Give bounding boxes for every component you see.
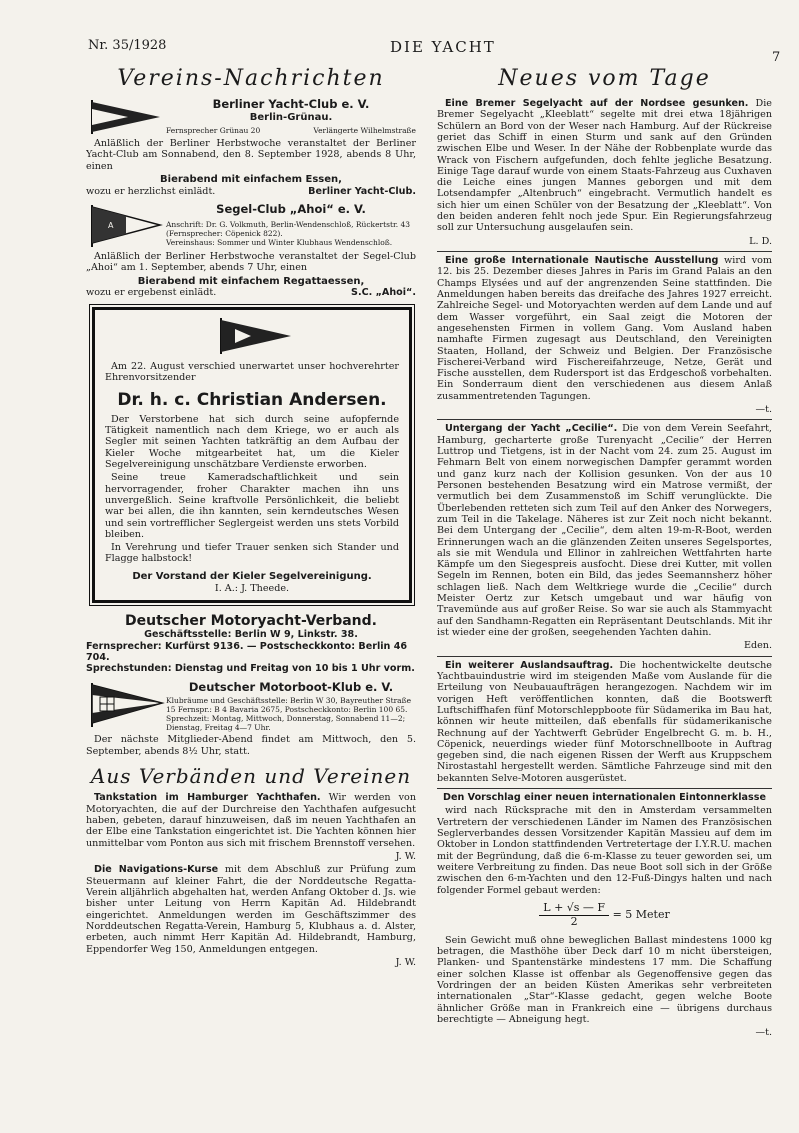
svg-text:A: A (108, 221, 114, 230)
pennant-icon (86, 203, 166, 249)
club-signature: Berliner Yacht-Club. (308, 185, 416, 197)
flag-icon (86, 681, 166, 729)
club-entry-ahoi (86, 203, 416, 249)
article-text: Die von dem Verein Seefahrt, Hamburg, gecharterte große Turenyacht „Cecilie“ der Herren Luttrop und Tietgens, ist in der Nacht vom 24. zum 25. August im Fehmarn Belt von einem norwegischen Dampfer gerammt worden und ganz kurz nach der Kollision gesunken. Von der aus 10 Personen bestehenden Besatzung wird ein Matrose vermißt, der vermutlich bei dem Zusammenstoß im Schiff verunglückte. Die Überlebenden retteten sich zum Teil auf den Anker des Norwegers, zum Teil in die Takelage. Näheres ist zur Zeit noch nicht bekannt. Bei dem Untergang der „Cecilie“, dem alten 19-m-R-Boot, werden Erinnerungen wach an die glänzenden Zeiten unseres Segelsportes, als sie mit Wendula und Ellinor in zahlreichen Wettfahrten harte Kämpfe um den Siegespreis ausfocht. Diese drei Kutter, mit vollen Segeln im Rennen, boten ein Bild, das jedes Seemannsherz höher schlagen ließ. Nach dem Weltkriege wurde die „Cecilie“ durch Meister Oertz zur Ketsch umgebaut und war häufig von Travemünde aus auf großer Reise. So war sie auch als Stammyacht auf den Sandhamn-Regatten ein Repräsentant Deutschlands. Mit ihr ist wieder eine der großen, seegehenden Yachten dahin. (437, 423, 772, 639)
formula-denominator: 2 (570, 914, 578, 928)
club-phone: Fernsprecher Grünau 20 (166, 126, 261, 136)
event-name: Bierabend mit einfachem Essen, (160, 173, 342, 185)
dmv-office: Geschäftsstelle: Berlin W 9, Linkstr. 38. (144, 629, 358, 641)
article-heading: Tankstation im Hamburger Yachthafen. (94, 792, 321, 804)
page-number: 7 (772, 50, 781, 65)
obituary-paragraph: Der Verstorbene hat sich durch seine aufopfernde Tätigkeit namentlich nach dem Kriege, wo er auch als Segler mit seinen Yachten tatkräftig an dem Aufbau der Kieler Woche mitgearbeitet hat, um die Kieler Segelvereinigung unschätzbare Verdienste erworben. (105, 413, 399, 470)
formula-numerator: L + √s — F (539, 902, 609, 916)
article-signature: —t. (755, 404, 772, 416)
obituary-intro: Am 22. August verschied unerwartet unser hochverehrter Ehrenvorsitzender (105, 361, 399, 384)
obituary-paragraph: Seine treue Kameradschaftlichkeit und sein hervorragender, froher Charakter machen ihn uns unvergeßlich. Seine kraftvolle Persönlichkeit, die beliebt war bei allen, die ihn kannten, sein kerndeutsches Wesen und sein vortrefflicher Seglergeist werden uns stets Vorbild bleiben. (105, 472, 399, 540)
dmv-hours: Sprechstunden: Dienstag und Freitag von 10 bis 1 Uhr vorm. (86, 663, 415, 675)
club-name: Berliner Yacht-Club e. V. (212, 96, 370, 111)
deceased-name: Dr. h. c. Christian Andersen. (117, 389, 387, 410)
formula (437, 902, 772, 929)
article (437, 255, 772, 415)
dmv-title: Deutscher Motoryacht-Verband. (125, 612, 377, 629)
obituary-paragraph: In Verehrung und tiefer Trauer senken sich Stander und Flagge halbstock! (105, 542, 399, 565)
club-entry-byc (86, 98, 416, 136)
section-title-verbaende: Aus Verbänden und Vereinen (90, 763, 412, 788)
club-name: Deutscher Motorboot-Klub e. V. (188, 679, 394, 694)
club-notice: Der nächste Mitglieder-Abend findet am Mittwoch, den 5. September, abends 8½ Uhr, statt. (86, 734, 416, 757)
left-column (86, 62, 416, 1102)
divider (437, 251, 772, 252)
article (437, 660, 772, 784)
invite-text: wozu er ergebenst einlädt. (86, 287, 217, 299)
section-title-neues: Neues vom Tage (498, 66, 711, 91)
section-title-vereins: Vereins-Nachrichten (117, 66, 385, 91)
club-house: Vereinshaus: Sommer und Winter Klubhaus Wendenschloß. (166, 237, 393, 247)
divider (437, 788, 772, 789)
article-heading: Eine Bremer Segelyacht auf der Nordsee gesunken. (445, 97, 749, 109)
article (437, 98, 772, 247)
article-text: Die hochentwickelte deutsche Yachtbauindustrie wird im steigenden Maße vom Auslande für die Erteilung von Neubauaufträgen herangezogen. Nachdem wir im vorigen Heft veröffentlichen konnten, daß die Bootswerft Luftschiffhafen fünf Motorschleppboote für Südamerika im Bau hat, können wir heute mitteilen, daß ebenfalls für südamerikanische Rechnung auf der Yachtwerft Gebrüder Engelbrecht G. m. b. H., Cöpenick, neuerdings wieder fünf Motorschnellboote in Auftrag gegeben sind, die nach eigenen Rissen der Werft aus Kruppschem Nirostastahl hergestellt werden. Sämtliche Fahrzeuge sind mit den bekannten Selve-Motoren ausgerüstet. (437, 659, 772, 784)
formula-result: = 5 Meter (612, 907, 670, 921)
club-signature: S.C. „Ahoi“. (351, 287, 416, 299)
club-address: Anschrift: Dr. G. Volkmuth, Berlin-Wendenschloß, Rückertstr. 43 (Fernsprecher: Cöpenick 822). (166, 219, 411, 238)
club-entry-dmk (86, 681, 416, 733)
article-heading: Eine große Internationale Nautische Ausstellung (445, 255, 719, 267)
article-signature: L. D. (749, 235, 772, 247)
article-signature: Eden. (743, 640, 772, 652)
divider (437, 656, 772, 657)
dmv-phone: Fernsprecher: Kurfürst 9136. — Postscheckkonto: Berlin 46 704. (86, 640, 408, 664)
event-name: Bierabend mit einfachem Regattaessen, (137, 275, 365, 287)
club-notice: Anläßlich der Berliner Herbstwoche veranstaltet der Segel-Club „Ahoi“ am 1. September, abends 7 Uhr, einen (86, 251, 416, 274)
pennant-icon (207, 316, 297, 356)
article-text: wird nach Rücksprache mit den in Amsterdam versammelten Vertretern der verschiedenen Länder im Namen des Französischen Seglerverbandes dessen Vorsitzender Kapitän Massieu auf dem im Oktober in London stattfindenden Vertretertage der I.Y.R.U. machen mit der Begründung, daß die 6-m-Klasse zu teuer geworden sei, um weitere Verbreitung zu finden. Das neue Boot soll sich in der Größe zwischen den 6-m-Yachten und den 12-Fuß-Dingys halten und nach folgender Formel gebaut werden: (437, 805, 772, 896)
article-heading: Die Navigations-Kurse (94, 864, 219, 876)
article-signature: J. W. (395, 851, 416, 862)
issue-number: Nr. 35/1928 (88, 38, 167, 53)
article-heading: Untergang der Yacht „Cecilie“. (445, 423, 618, 435)
article (437, 792, 772, 1039)
club-name: Segel-Club „Ahoi“ e. V. (216, 202, 366, 216)
obituary-signer: I. A.: J. Theede. (214, 582, 290, 594)
article-text: mit dem Abschluß zur Prüfung zum Steuermann auf kleiner Fahrt, die der Norddeutsche Regatta-Verein alljährlich abgehalten hat, werden Anfang Oktober d. Js. wie bisher unter Leitung von Herrn Kapitän Ad. Hildebrandt eingerichtet. Anmeldungen werden im Geschäftszimmer des Norddeutschen Regatta-Verein, Hamburg 5, Klubhaus a. d. Alster, erbeten, auch nimmt Herr Kapitän Ad. Hildebrandt, Hamburg, Eppendorfer Weg 150, Anmeldungen entgegen. (86, 864, 416, 955)
club-info: Klubräume und Geschäftsstelle: Berlin W 30, Bayreuther Straße 15 Fernspr.: B 4 Bavaria 2675, Postscheckkonto: Berlin 100 65. Sprechzeit: Montag, Mittwoch, Donnerstag, Sonnabend 11—2; Dienstag, Freitag 4—7 Uhr. (166, 696, 412, 733)
article-text: Die Bremer Segelyacht „Kleeblatt“ segelte mit drei etwa 18jährigen Schülern an Bord von der Weser nach Hamburg. Auf der Rückreise geriet das Schiff in einen Sturm und sank auf den Gründen zwischen Elbe und Weser. In der Nähe der Robbenplate wurde das Wrack von Fischern aufgefunden, doch fehlte jegliche Besatzung. Einige Tage darauf wurde von einem Staats-Fahrzeug aus Cuxhaven die Leiche eines jungen Mannes geborgen und mit dem Lotsendampfer „Altenbruch“ eingebracht. Vermutlich handelt es sich hier um einen Schüler von der Besatzung der „Kleeblatt“. Von den beiden anderen fehlt noch jede Spur. Ein Regierungsfahrzeug soll zur Untersuchung ausgelaufen sein. (437, 97, 772, 234)
club-street: Verlängerte Wilhelmstraße (313, 126, 416, 136)
right-column (437, 62, 772, 1117)
article-heading: Ein weiterer Auslandsauftrag. (445, 659, 614, 671)
obituary-box (92, 307, 412, 603)
club-notice: Anläßlich der Berliner Herbstwoche veranstaltet der Berliner Yacht-Club am Sonnabend, den 8. September 1928, abends 8 Uhr, einen (86, 137, 416, 172)
pennant-icon (86, 98, 166, 136)
article (437, 423, 772, 651)
magazine-title: DIE YACHT (390, 38, 496, 56)
article-signature: J. W. (395, 956, 416, 968)
invite-text: wozu er herzlichst einlädt. (86, 185, 216, 197)
club-place: Berlin-Grünau. (249, 111, 333, 123)
article-text: Wir werden von Motoryachten, die auf der Durchreise den Yachthafen aufgesucht haben, gebeten, darauf hinzuweisen, daß im neuen Yachthafen an der Elbe eine Tankstation eingerichtet ist. Die Yachten können hier unmittelbar vom Ponton aus sich mit frischem Brennstoff versehen. (86, 792, 416, 849)
divider (437, 419, 772, 420)
article-text: Sein Gewicht muß ohne beweglichen Ballast mindestens 1000 kg betragen, die Masthöhe über Deck darf 10 m nicht übersteigen, Planken- und Spantenstärke mindestens 17 mm. Die Schaffung einer solchen Klasse ist offenbar als Gegenoffensive gegen das Vordringen der an beiden Küsten Amerikas sehr verbreiteten internationalen „Star“-Klasse gedacht, gegen welche Boote ähnlicher Größe man in Frankreich eine — übrigens durchaus berechtigte — Abneigung hegt. (437, 934, 772, 1026)
article-text: wird vom 12. bis 25. Dezember dieses Jahres in Paris im Grand Palais an den Champs Elysées und auf der angrenzenden Seine stattfinden. Die Anmeldungen haben bereits das dreifache des Jahres 1927 erreicht. Zahlreiche Segel- und Motoryachten werden auf dem Lande und auf dem Wasser vorgeführt, ein Saal zeigt die Motoren der angesehensten Firmen in vollem Gang. Vom Ausland haben namhafte Firmen zugesagt aus Deutschland, den Vereinigten Staaten, Holland, der Schweiz und Belgien. Der Französische Fischerei-Verband wird Fischereifahrzeuge, Netze, Gerät und Fische ausstellen, dem Rudersport ist das Erdgeschoß vorbehalten. Ein Sonderraum dient den verschiedenen aus diesem Anlaß zusammentretenden Tagungen. (437, 255, 772, 402)
article-heading: Den Vorschlag einer neuen internationalen Eintonnerklasse (443, 792, 766, 804)
obituary-board: Der Vorstand der Kieler Segelvereinigung. (132, 570, 372, 582)
article-signature: —t. (755, 1027, 772, 1039)
